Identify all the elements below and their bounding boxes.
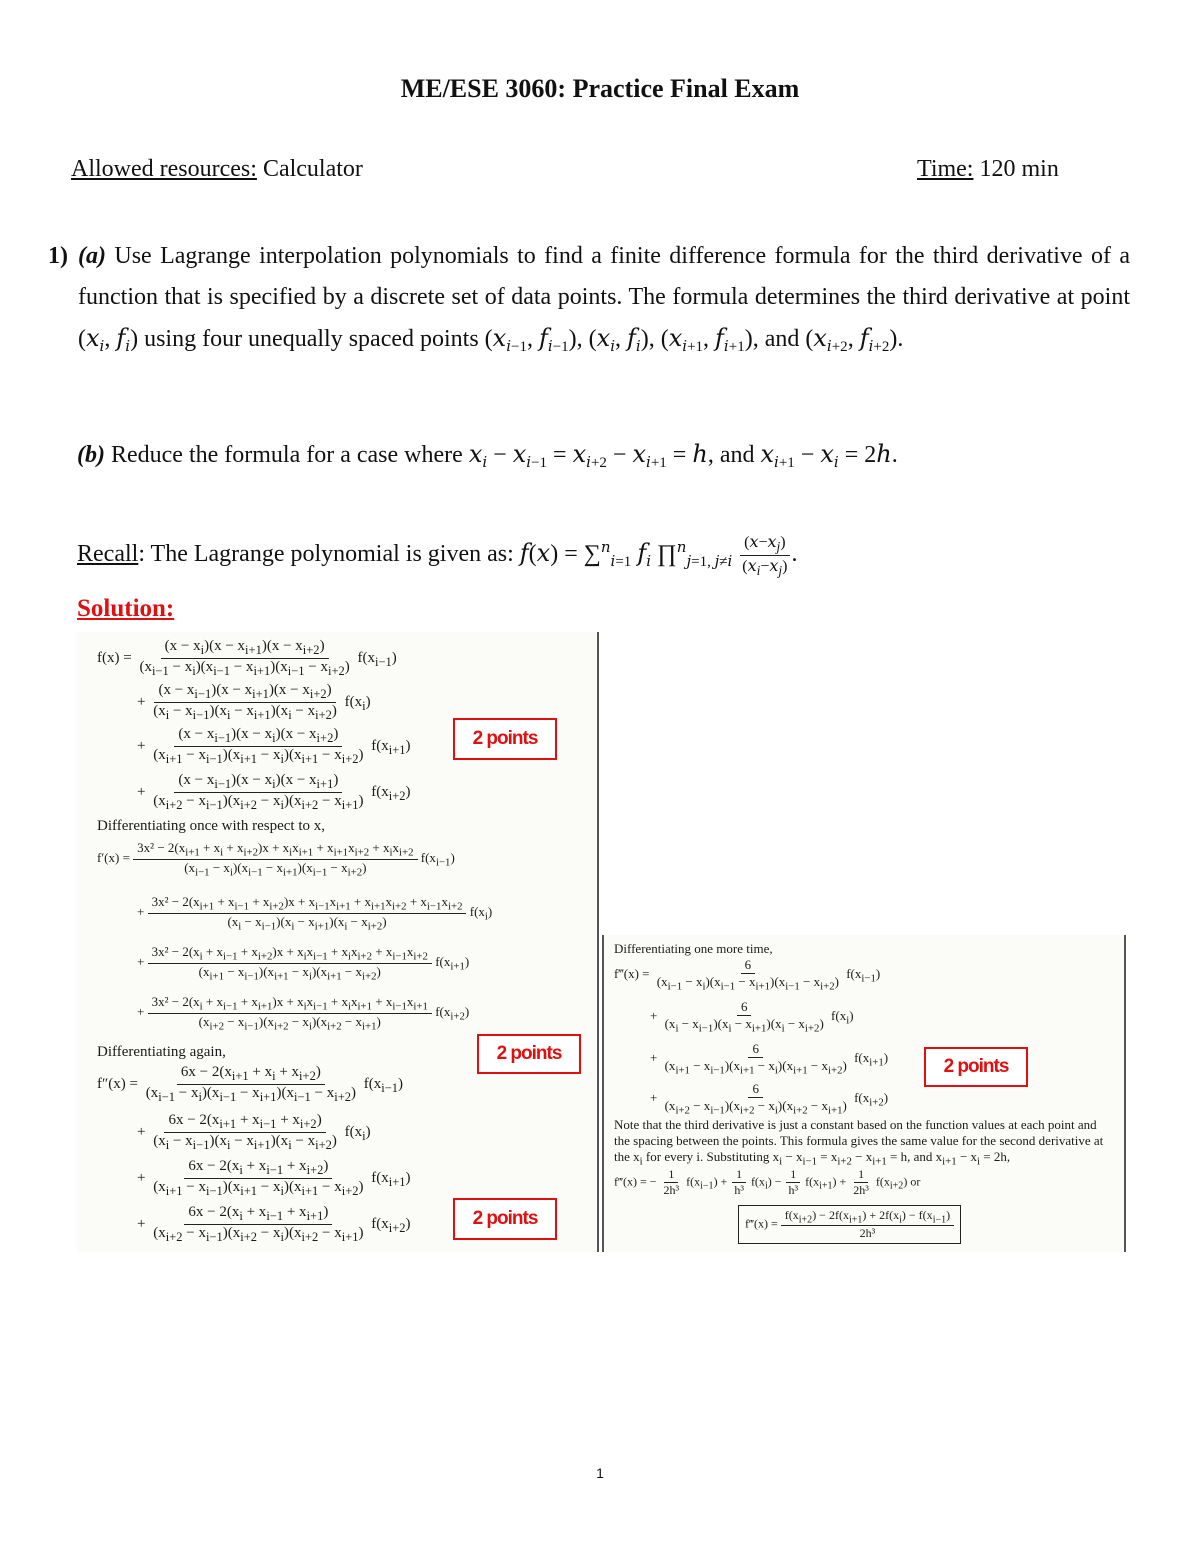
- solution-left-panel: [77, 632, 599, 1252]
- time-limit: [917, 156, 1059, 183]
- step-differentiate-once: Differentiating once with respect to x,: [97, 818, 325, 834]
- question-1b: (b) Reduce the formula for a case where $x_i - x_{i-1} = x_{i+2} - x_{i+1} = h$, and $x_{i+1} - x_i = 2h$.: [77, 440, 898, 471]
- resources-value: Calculator: [256, 156, 363, 182]
- question-1a-text: (a) Use Lagrange interpolation polynomials to find a finite difference formula for the third derivative of a function that is specified by a discrete set of data points. The formula determines the third derivative at point ($x_i$, $f_i$) using four unequally spaced points ($x_{i-1}$, $f_{i-1}$), ($x_i$, $f_i$), ($x_{i+1}$, $f_{i+1}$), and ($x_{i+2}$, $f_{i+2}$).: [78, 243, 1130, 355]
- first-derivative-term-2: + $3x^2 - 2(x_{i+1} + x_{i-1} + x_{i+2})x + x_{i-1}x_{i+1} + x_{i+1}x_{i+2} + x_{i-1}x_{i+2}$ $(x_i - x_{i-1})(x_i - x_{i+1})(x_i - x_{i+2})$ $f(x_i)$: [137, 894, 493, 933]
- first-derivative-term-3: + $\frac{3x^2 - 2(x_i + x_{i-1} + x_{i+2})x + x_ix_{i-1} + x_ix_{i+2} + x_{i-1}x_{i+2}}{(x_{i+1} - x_{i-1})(x_{i+1} - x_i)(x_{i+1} - x_{i+2})}$ $f(x_{i+1})$: [137, 944, 470, 983]
- third-derivative-term-2: + $\frac{6}{(x_i - x_{i-1})(x_i - x_{i+1})(x_i - x_{i+2})}$ $f(x_i)$: [650, 999, 854, 1035]
- question-number: 1): [48, 243, 68, 269]
- third-derivative-term-1: f‴(x) = $\frac{6}{(x_{i-1} - x_i)(x_{i-1} - x_{i+1})(x_{i-1} - x_{i+2})}$ $f(x_{i-1})$: [614, 957, 881, 993]
- solution-note: Note that the third derivative is just a constant based on the function values at each point and the spacing between the points. This formula gives the same value for the second derivative at the $x_i$ for every i. Substituting $x_i - x_{i-1} = x_{i+2} - x_{i+1} = h$, and $x_{i+1} - x_i = 2h$,: [614, 1117, 1104, 1168]
- points-badge-3: 2 points: [453, 1198, 557, 1240]
- interp-term-4: + $\frac{(x - x_{i-1})(x - x_i)(x - x_{i+1})}{(x_{i+2} - x_{i-1})(x_{i+2} - x_i)(x_{i+2} - x_{i+1})}$ $f(x_{i+2})$: [137, 772, 411, 812]
- time-value: 120 min: [973, 156, 1059, 182]
- part-b-label: (b): [77, 442, 105, 468]
- lagrange-formula: f(x) = ∑$^n_{i=1}$ $f_i$ ∏$^n_{j=1, j\ne i}$ $\frac{(x-x_j)}{(x_i-x_j)}$ .: [519, 532, 798, 579]
- step-differentiate-more: Differentiating one more time,: [614, 941, 773, 956]
- step-differentiate-again: Differentiating again,: [97, 1044, 226, 1060]
- interp-term-1: f(x) = $\frac{(x - x_i)(x - x_{i+1})(x - x_{i+2})}{(x_{i-1} - x_i)(x_{i-1} - x_{i+1})(x_{i-1} - x_{i+2})}$ $f(x_{i-1})$: [97, 638, 397, 678]
- second-derivative-term-2: + $\frac{6x - 2(x_{i+1} + x_{i-1} + x_{i+2})}{(x_i - x_{i-1})(x_i - x_{i+1})(x_i - x_{i+2})}$ $f(x_i)$: [137, 1112, 371, 1152]
- math-points: ($x_{i-1}$, $f_{i-1}$), ($x_i$, $f_i$), ($x_{i+1}$, $f_{i+1}$): [484, 324, 753, 355]
- second-derivative-term-1: f″(x) = $\frac{6x - 2(x_{i+1} + x_i + x_{i+2})}{(x_{i-1} - x_i)(x_{i-1} - x_{i+1})(x_{i-1} - x_{i+2})}$ $f(x_{i-1})$: [97, 1064, 404, 1104]
- solution-label: Solution:: [77, 595, 175, 622]
- interp-term-2: + $\frac{(x - x_{i-1})(x - x_{i+1})(x - x_{i+2})}{(x_i - x_{i-1})(x_i - x_{i+1})(x_i - x_{i+2})}$ $f(x_i)$: [137, 682, 371, 722]
- interp-term-3: + $\frac{(x - x_{i-1})(x - x_i)(x - x_{i+2})}{(x_{i+1} - x_{i-1})(x_{i+1} - x_i)(x_{i+1} - x_{i+2})}$ $f(x_{i+1})$: [137, 726, 411, 766]
- reduced-formula: f‴(x) = − $\frac{1}{\text{2h³}}$ $f(x_{i-1})$ + $\frac{1}{\text{h³}}$ $f(x_i)$ − $\frac{1}{\text{h³}}$ $f(x_{i+1})$ + $\frac{1}{\text{2h³}}$ $f(x_{i+2})$ or: [614, 1167, 921, 1197]
- allowed-resources: [71, 156, 363, 183]
- exam-title: ME/ESE 3060: Practice Final Exam: [400, 74, 800, 103]
- math-point: ($x_i$, $f_i$): [78, 324, 139, 355]
- points-badge-4: 2 points: [924, 1047, 1028, 1087]
- points-badge-1: 2 points: [453, 718, 557, 760]
- part-a-label: (a): [78, 243, 106, 269]
- resources-label: Allowed resources:: [71, 156, 257, 182]
- first-derivative-term-1: f′(x) = $\frac{3x^2 - 2(x_{i+1} + x_i + x_{i+2})x + x_ix_{i+1} + x_{i+1}x_{i+2} + x_ix_{i+2}}{(x_{i-1} - x_i)(x_{i-1} - x_{i+1})(x_{i-1} - x_{i+2})}$ $f(x_{i-1})$: [97, 840, 455, 879]
- recall-line: Recall: The Lagrange polynomial is given as: f(x) = ∑$^n_{i=1}$ $f_i$ ∏$^n_{j=1, j\ne i}$ $\frac{(x-x_j)}{(x_i-x_j)}$ .: [77, 532, 798, 579]
- math-condition: $x_i - x_{i-1} = x_{i+2} - x_{i+1} = h$: [468, 440, 708, 471]
- third-derivative-term-4: + $\frac{6}{(x_{i+2} - x_{i-1})(x_{i+2} - x_i)(x_{i+2} - x_{i+1})}$ $f(x_{i+2})$: [650, 1081, 889, 1117]
- second-derivative-term-4: + $\frac{6x - 2(x_i + x_{i-1} + x_{i+1})}{(x_{i+2} - x_{i-1})(x_{i+2} - x_i)(x_{i+2} - x_{i+1})}$ $f(x_{i+2})$: [137, 1204, 411, 1244]
- first-derivative-term-4: + $\frac{3x^2 - 2(x_i + x_{i-1} + x_{i+1})x + x_ix_{i-1} + x_ix_{i+1} + x_{i-1}x_{i+1}}{(x_{i+2} - x_{i-1})(x_{i+2} - x_i)(x_{i+2} - x_{i+1})}$ $f(x_{i+2})$: [137, 994, 470, 1033]
- final-formula-box: f‴(x) = $\frac{f(x_{i+2}) - 2f(x_{i+1}) + 2f(x_i) - f(x_{i-1})}{\text{2h³}}$: [738, 1205, 961, 1244]
- solution-right-panel: [602, 935, 1126, 1252]
- page-number: 1: [596, 1465, 604, 1481]
- third-derivative-term-3: + $\frac{6}{(x_{i+1} - x_{i-1})(x_{i+1} - x_i)(x_{i+1} - x_{i+2})}$ $f(x_{i+1})$: [650, 1041, 889, 1077]
- time-label: Time:: [917, 156, 974, 182]
- second-derivative-term-3: + $\frac{6x - 2(x_i + x_{i-1} + x_{i+2})}{(x_{i+1} - x_{i-1})(x_{i+1} - x_i)(x_{i+1} - x_{i+2})}$ $f(x_{i+1})$: [137, 1158, 411, 1198]
- question-1a: [48, 236, 1130, 368]
- points-badge-2: 2 points: [477, 1034, 581, 1074]
